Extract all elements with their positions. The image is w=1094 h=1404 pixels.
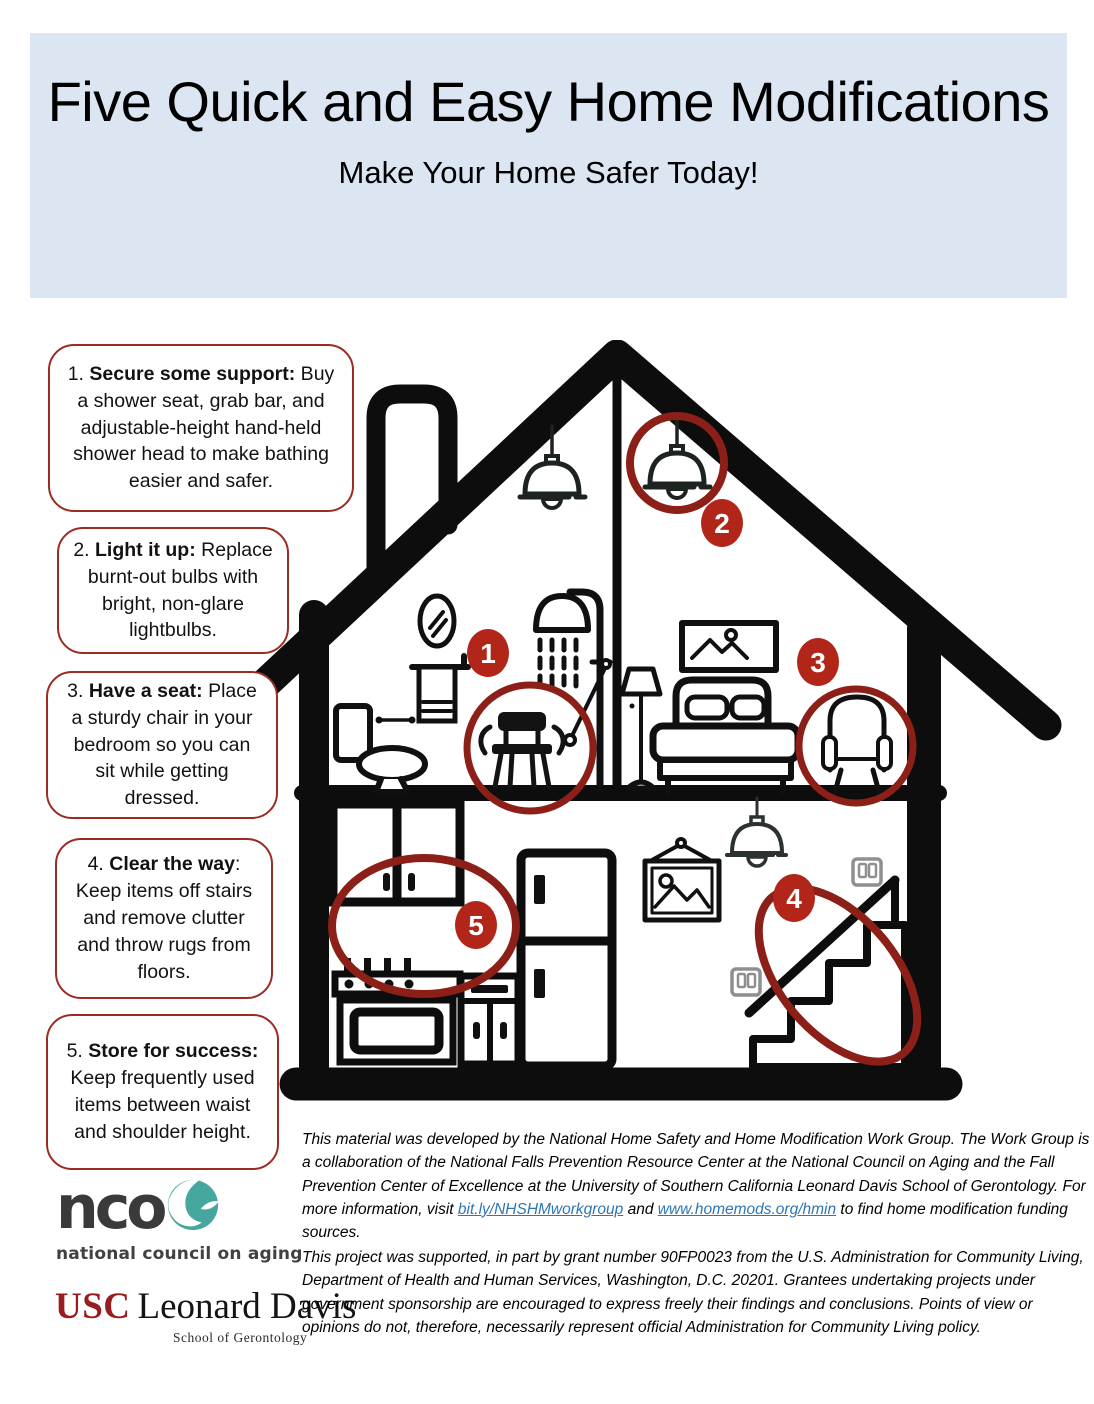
footer-paragraph-2: This project was supported, in part by grant number 90FP0023 from the U.S. Administration for Community Living, Department of Health and Human Services, Washington, D.C. 20201. Grantees undertaking projects under government sponsorship are encouraged to express freely their findings and conclusions. Points of view or opinions do not, therefore, necessarily represent official Administration for Community Living policy. [302,1249,1084,1336]
marker-badge-4 [773,874,815,922]
tip-label: Light it up: [95,538,196,561]
page-title: Five Quick and Easy Home Modifications [47,70,1050,133]
svg-text:5: 5 [468,910,484,941]
light-switch-icon [732,969,760,995]
svg-text:2: 2 [714,508,730,539]
page-subtitle: Make Your Home Safer Today! [338,155,759,191]
shower-chair-icon [481,712,563,787]
towel-rack-icon [412,656,468,721]
armchair-icon [823,697,891,792]
usc-name: Leonard Davis [137,1286,357,1327]
footer-text: This material was developed by the National Home Safety and Home Modification Work Group. The Work Group is a collaboration of the National Falls Prevention Resource Center at the National Council on Aging and the Fall Prevention Center of Excellence at the University of Southern California Leonard Davis School of Gerontology. For more information, visit [302,1131,1090,1218]
link-workgroup[interactable]: bit.ly/NHSHMworkgroup [457,1200,624,1218]
tip-number: 4. [87,853,110,876]
svg-text:3: 3 [810,647,826,678]
ncoa-tagline: national council on aging [56,1244,303,1264]
svg-text:4: 4 [786,883,802,914]
marker-badge-2 [701,499,743,547]
tip-label: Have a seat: [88,679,203,702]
tip-number: 3. [67,679,89,702]
svg-text:1: 1 [480,638,496,669]
tip-text: Replace burnt-out bulbs with bright, non-glare lightbulbs. [87,538,273,642]
link-homemods[interactable]: www.homemods.org/hmin [657,1200,837,1218]
picture-frame-icon [645,839,719,920]
tip-label: Store for success: [88,1040,259,1063]
tip-text: Buy a shower seat, grab bar, and adjustable-height hand-held shower head to make bathing easier and safer. [73,362,335,493]
footer-text: and [623,1200,658,1218]
usc-school: School of Gerontology [173,1329,308,1345]
ncoa-a-glyph-icon [166,1178,220,1232]
tip-box-5 [46,1014,279,1170]
tip-box-3 [46,671,278,819]
marker-badge-3 [797,638,839,686]
tip-text: Keep frequently used items between waist and shoulder height. [70,1067,255,1143]
fridge-icon [521,853,612,1066]
tip-box-4 [55,838,273,999]
tip-text: Place a sturdy chair in your bedroom so you can sit while getting dressed. [71,679,257,810]
tip-number: 2. [73,538,95,561]
bed-icon [653,680,798,792]
tip-label: Clear the way [109,853,235,876]
tip-box-1 [48,344,354,512]
header-banner [30,33,1067,298]
tip-box-2 [57,527,289,654]
marker-badge-1 [467,629,509,677]
mirror-icon [420,596,454,646]
grab-bar-icon [376,717,415,723]
light-switch-icon [853,859,881,885]
tip-text: : Keep items off stairs and remove clutter and throw rugs from floors. [75,853,253,983]
tip-number: 5. [66,1040,89,1063]
usc-letters: USC [55,1286,131,1327]
tip-number: 1. [67,362,90,385]
ncoa-logo [56,1173,303,1264]
footer-paragraph-1 [302,1128,1094,1244]
ncoa-wordmark: nco [56,1173,164,1243]
marker-badge-5 [455,901,497,949]
ceiling-lamp-icon [727,798,786,866]
footer-text: to find home modification funding sources. [302,1200,1068,1241]
house-illustration [240,340,1080,1110]
wall-art-icon [682,623,776,670]
tip-label: Secure some support: [89,362,296,385]
